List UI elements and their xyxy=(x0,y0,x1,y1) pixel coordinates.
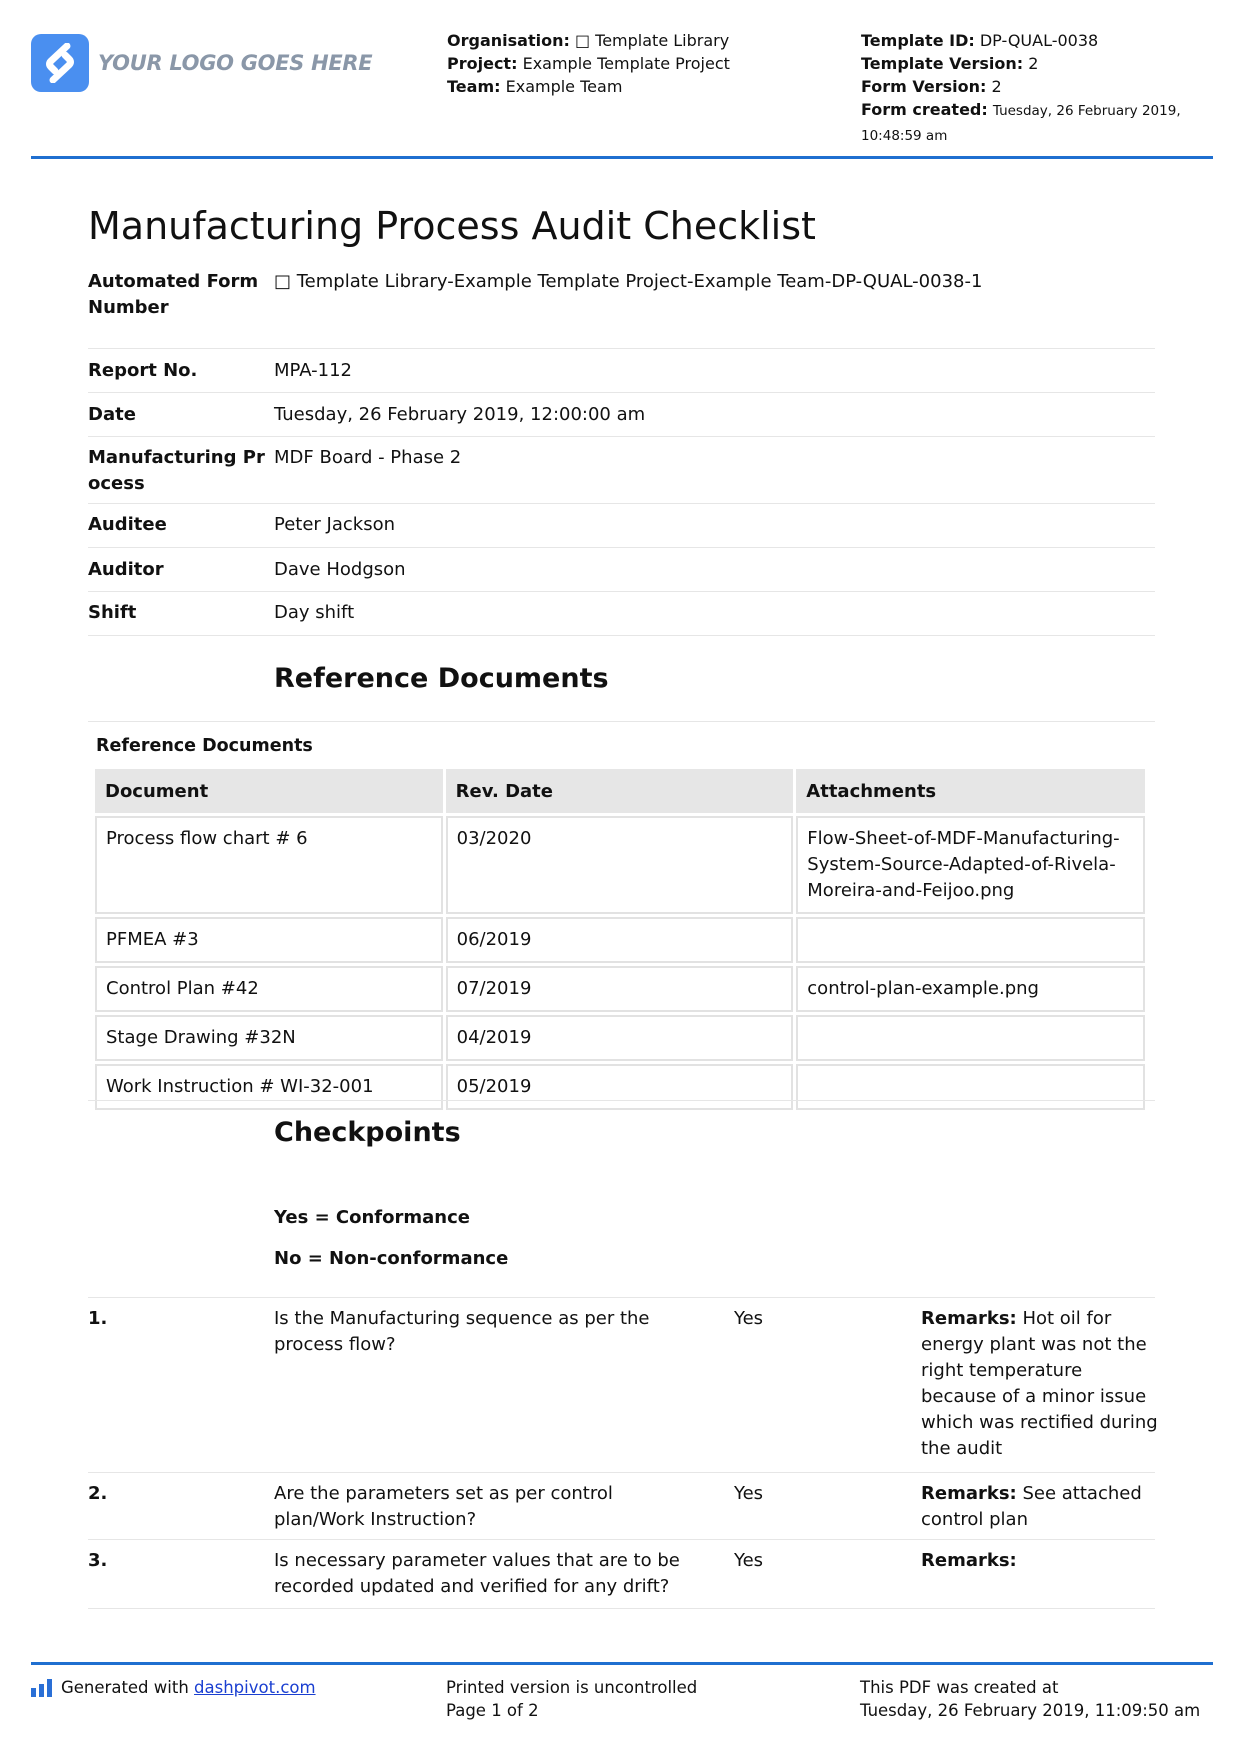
template-version-label: Template Version: xyxy=(861,54,1024,73)
dashpivot-link[interactable]: dashpivot.com xyxy=(194,1678,316,1697)
field-value: □ Template Library-Example Template Project-Example Team-DP-QUAL-0038-1 xyxy=(274,271,983,292)
column-header: Attachments xyxy=(796,769,1145,813)
checkpoint-remarks xyxy=(921,1306,1161,1462)
checkpoint-answer: Yes xyxy=(734,1550,764,1571)
bar-chart-icon xyxy=(31,1679,53,1697)
checkpoint-number: 1. xyxy=(88,1308,108,1329)
company-logo xyxy=(31,34,372,92)
table-row xyxy=(95,917,1145,963)
table-cell: PFMEA #3 xyxy=(95,917,443,963)
form-version-value: 2 xyxy=(991,77,1002,96)
field-row-date xyxy=(88,393,1155,437)
project-value: Example Template Project xyxy=(522,54,730,73)
header-template-info xyxy=(861,29,1221,148)
field-row-report-no xyxy=(88,349,1155,393)
generated-prefix: Generated with xyxy=(61,1678,189,1697)
pdf-created-value: Tuesday, 26 February 2019, 11:09:50 am xyxy=(860,1701,1201,1720)
checkpoint-answer: Yes xyxy=(734,1308,764,1329)
checkpoint-item xyxy=(88,1539,1155,1609)
organisation-label: Organisation: xyxy=(447,31,570,50)
table-row xyxy=(95,1015,1145,1061)
legend-no: No = Non-conformance xyxy=(274,1248,509,1269)
checkpoint-item xyxy=(88,1472,1155,1540)
table-header-row xyxy=(95,769,1145,813)
field-label: Manufacturing Process xyxy=(88,447,265,494)
logo-mark-icon xyxy=(31,34,89,92)
form-fields xyxy=(88,265,1155,636)
column-header: Rev. Date xyxy=(446,769,794,813)
page-title: Manufacturing Process Audit Checklist xyxy=(88,204,816,248)
team-value: Example Team xyxy=(505,77,623,96)
field-row-auditor xyxy=(88,548,1155,592)
template-id-label: Template ID: xyxy=(861,31,975,50)
reference-documents-table xyxy=(92,766,1148,1113)
header-divider xyxy=(31,156,1213,159)
footer-divider xyxy=(31,1662,1213,1665)
header-project-info xyxy=(447,29,827,98)
field-label: Report No. xyxy=(88,360,198,381)
legend-yes: Yes = Conformance xyxy=(274,1207,470,1228)
form-created-value: Tuesday, 26 February 2019, 10:48:59 am xyxy=(861,103,1181,144)
divider xyxy=(88,721,1155,722)
uncontrolled-notice: Printed version is uncontrolled xyxy=(446,1678,698,1697)
template-id-value: DP-QUAL-0038 xyxy=(979,31,1099,50)
field-row-shift xyxy=(88,592,1155,636)
logo-text: YOUR LOGO GOES HERE xyxy=(98,51,373,75)
pdf-created-label: This PDF was created at xyxy=(860,1678,1059,1697)
remarks-label: Remarks: xyxy=(921,1550,1017,1571)
field-value: MPA-112 xyxy=(274,360,353,381)
attachment-cell xyxy=(796,1064,1145,1110)
reference-table-caption: Reference Documents xyxy=(96,736,313,756)
reference-documents-heading: Reference Documents xyxy=(274,663,609,694)
table-row xyxy=(95,966,1145,1012)
checkpoint-remarks xyxy=(921,1548,1161,1574)
checkpoint-question: Is the Manufacturing sequence as per the process flow? xyxy=(274,1308,650,1355)
checkpoints-heading: Checkpoints xyxy=(274,1117,461,1148)
field-value: Tuesday, 26 February 2019, 12:00:00 am xyxy=(274,404,646,425)
table-row xyxy=(95,816,1145,914)
attachment-cell[interactable]: Flow-Sheet-of-MDF-Manufacturing-System-Source-Adapted-of-Rivela-Moreira-and-Feijoo.png xyxy=(796,816,1145,914)
field-label: Shift xyxy=(88,602,137,623)
field-row-manufacturing-process xyxy=(88,437,1155,504)
organisation-value: □ Template Library xyxy=(574,31,730,50)
footer-pdf-created xyxy=(860,1676,1200,1722)
table-cell: 06/2019 xyxy=(446,917,794,963)
table-cell: Work Instruction # WI-32-001 xyxy=(95,1064,443,1110)
checkpoint-remarks xyxy=(921,1481,1161,1533)
checkpoint-answer: Yes xyxy=(734,1483,764,1504)
field-value: Dave Hodgson xyxy=(274,559,406,580)
table-cell: 05/2019 xyxy=(446,1064,794,1110)
field-label: Date xyxy=(88,404,136,425)
table-cell: Stage Drawing #32N xyxy=(95,1015,443,1061)
table-cell: Process flow chart # 6 xyxy=(95,816,443,914)
field-label: Auditor xyxy=(88,559,164,580)
checkpoint-item xyxy=(88,1297,1158,1473)
form-created-label: Form created: xyxy=(861,100,988,119)
page-header xyxy=(31,26,1213,156)
column-header: Document xyxy=(95,769,443,813)
footer-generated xyxy=(31,1676,316,1699)
checkpoint-question: Is necessary parameter values that are to be recorded updated and verified for any drift? xyxy=(274,1550,680,1597)
attachment-cell xyxy=(796,917,1145,963)
project-label: Project: xyxy=(447,54,518,73)
form-version-label: Form Version: xyxy=(861,77,987,96)
footer-print-info xyxy=(446,1676,697,1722)
table-cell: 04/2019 xyxy=(446,1015,794,1061)
table-cell: Control Plan #42 xyxy=(95,966,443,1012)
team-label: Team: xyxy=(447,77,501,96)
checkpoint-number: 2. xyxy=(88,1483,108,1504)
remarks-text: Hot oil for energy plant was not the right temperature because of a minor issue which was rectified during the audit xyxy=(921,1308,1158,1459)
remarks-text: See attached control plan xyxy=(921,1483,1142,1530)
field-row-auditee xyxy=(88,504,1155,548)
table-row xyxy=(95,1064,1145,1110)
attachment-cell xyxy=(796,1015,1145,1061)
template-version-value: 2 xyxy=(1028,54,1039,73)
divider xyxy=(88,1100,1155,1101)
field-label: Auditee xyxy=(88,514,167,535)
remarks-label: Remarks: xyxy=(921,1483,1017,1504)
field-label: Automated Form Number xyxy=(88,271,259,318)
field-value: Day shift xyxy=(274,602,355,623)
remarks-label: Remarks: xyxy=(921,1308,1017,1329)
table-cell: 03/2020 xyxy=(446,816,794,914)
field-value: Peter Jackson xyxy=(274,514,395,535)
table-cell: 07/2019 xyxy=(446,966,794,1012)
field-row-automated-form-number xyxy=(88,265,1155,349)
field-value: MDF Board - Phase 2 xyxy=(274,447,462,468)
page-number: Page 1 of 2 xyxy=(446,1701,539,1720)
attachment-cell[interactable]: control-plan-example.png xyxy=(796,966,1145,1012)
checkpoint-question: Are the parameters set as per control plan/Work Instruction? xyxy=(274,1483,613,1530)
checkpoint-number: 3. xyxy=(88,1550,108,1571)
